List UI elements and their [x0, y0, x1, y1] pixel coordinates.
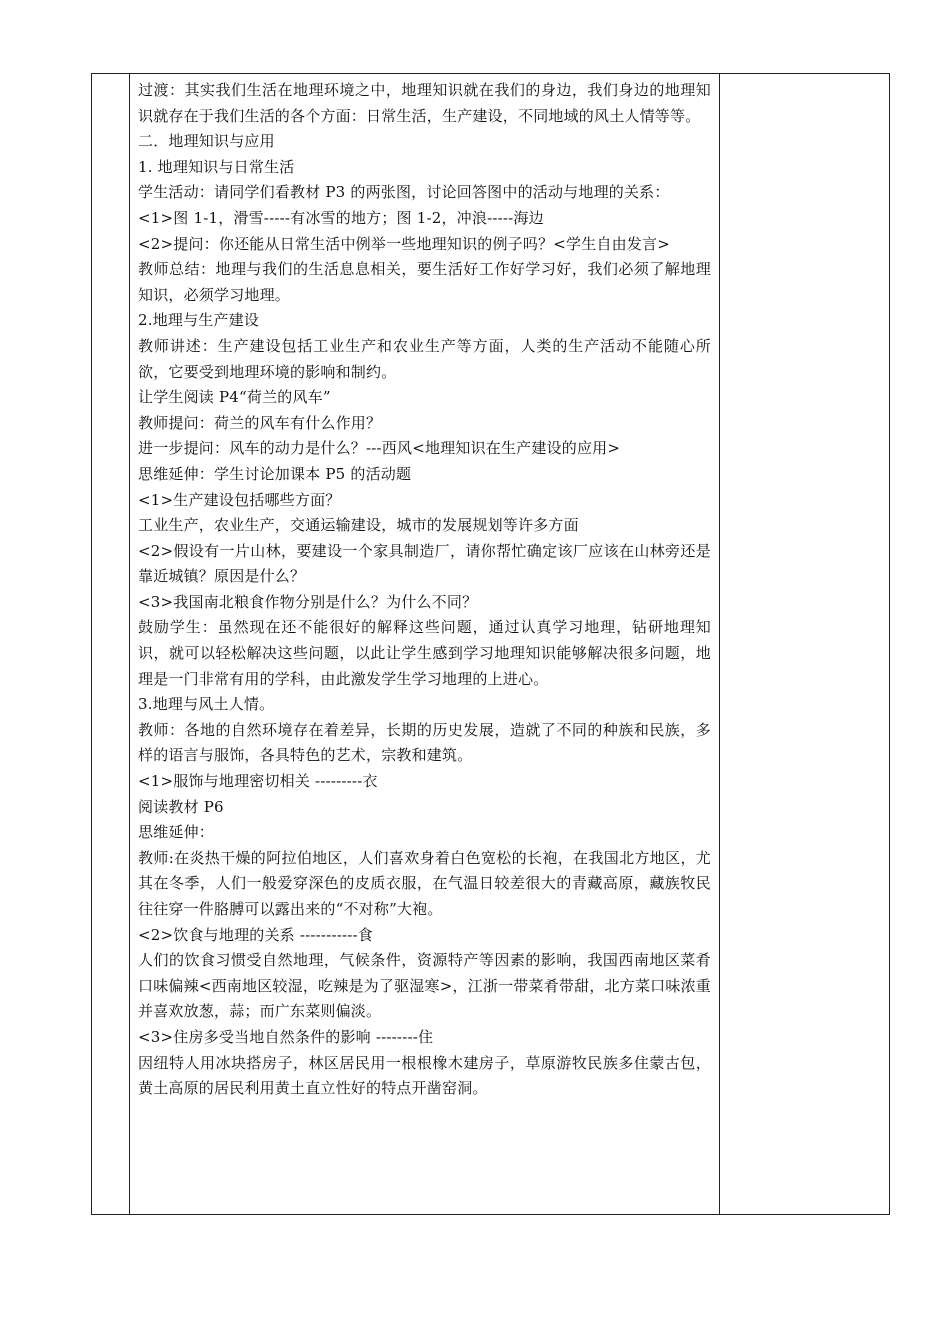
teacher-question: 教师提问：荷兰的风车有什么作用？	[138, 413, 382, 432]
thinking-extension-2: 思维延伸：	[138, 823, 215, 842]
answer-1: 工业生产，农业生产，交通运输建设，城市的发展规划等许多方面	[138, 516, 579, 535]
item-2-question: <2>提问：你还能从日常生活中例举一些地理知识的例子吗？<学生自由发言>	[138, 234, 671, 253]
encourage-students: 鼓励学生：虽然现在还不能很好的解释这些问题，通过认真学习地理，钻研地理知识，就可以轻松解决这些问题，以此让学生感到学习地理知识能够解决很多问题，地理是一门非常有用的学科，由此激发学生学习地理的上进心。	[138, 618, 711, 688]
lesson-plan-table	[91, 73, 890, 1215]
teacher-summary: 教师总结：地理与我们的生活息息相关，要生活好工作好学习好，我们必须了解地理知识，必须学习地理。	[138, 260, 711, 304]
teaching-content	[130, 74, 719, 1102]
subheading-customs: 3.地理与风土人情。	[138, 695, 275, 714]
subheading-daily-life: 1. 地理知识与日常生活	[138, 157, 295, 176]
reading-p6: 阅读教材 P6	[138, 797, 224, 816]
student-activity: 学生活动：请同学们看教材 P3 的两张图，讨论回答图中的活动与地理的关系：	[138, 183, 670, 202]
housing-paragraph: 因纽特人用冰块搭房子，林区居民用一根根橡木建房子，草原游牧民族多住蒙古包，黄土高原的居民利用黄土直立性好的特点开凿窑洞。	[138, 1053, 711, 1098]
housing-item: <3>住房多受当地自然条件的影响 --------住	[138, 1027, 434, 1046]
question-1: <1>生产建设包括哪些方面？	[138, 490, 341, 509]
question-3: <3>我国南北粮食作物分别是什么？为什么不同？	[138, 592, 478, 611]
further-question: 进一步提问：风车的动力是什么？---西风<地理知识在生产建设的应用>	[138, 439, 621, 458]
question-2: <2>假设有一片山林，要建设一个家具制造厂，请你帮忙确定该厂应该在山林旁还是靠近城镇？原因是什么？	[138, 541, 711, 586]
food-item: <2>饮食与地理的关系 -----------食	[138, 925, 374, 944]
reading-windmill: 让学生阅读 P4“荷兰的风车”	[138, 388, 331, 407]
right-blank-cell	[720, 74, 890, 1215]
teacher-lecture: 教师讲述：生产建设包括工业生产和农业生产等方面，人类的生产活动不能随心所欲，它要受到地理环境的影响和制约。	[138, 336, 711, 381]
teacher-clothing: 教师:在炎热干燥的阿拉伯地区，人们喜欢身着白色宽松的长袍，在我国北方地区，尤其在冬季，人们一般爱穿深色的皮质衣服，在气温日较差很大的青藏高原，藏族牧民往往穿一件胳膊可以露出来的“不对称”大袍。	[138, 848, 711, 918]
thinking-extension: 思维延伸：学生讨论加课本 P5 的活动题	[138, 464, 412, 483]
item-1-skiing-surfing: <1>图 1-1，滑雪-----有冰雪的地方；图 1-2，冲浪-----海边	[138, 208, 544, 227]
transition-paragraph: 过渡：其实我们生活在地理环境之中，地理知识就在我们的身边，我们身边的地理知识就存在于我们生活的各个方面：日常生活，生产建设，不同地域的风土人情等等。	[138, 81, 711, 125]
teacher-customs: 教师：各地的自然环境存在着差异，长期的历史发展，造就了不同的种族和民族，多样的语言与服饰，各具特色的艺术，宗教和建筑。	[138, 720, 711, 765]
teaching-process-cell	[130, 74, 720, 1215]
clothing-item: <1>服饰与地理密切相关 ---------衣	[138, 772, 378, 791]
left-blank-cell	[92, 74, 130, 1215]
food-paragraph: 人们的饮食习惯受自然地理，气候条件，资源特产等因素的影响，我国西南地区菜肴口味偏辣<西南地区较湿，吃辣是为了驱湿寒>，江浙一带菜肴带甜，北方菜口味浓重并喜欢放葱，蒜；而广东菜则偏淡。	[138, 951, 711, 1021]
section-heading-two: 二．地理知识与应用	[138, 132, 275, 151]
table-row	[92, 74, 890, 1215]
subheading-production: 2.地理与生产建设	[138, 311, 260, 330]
